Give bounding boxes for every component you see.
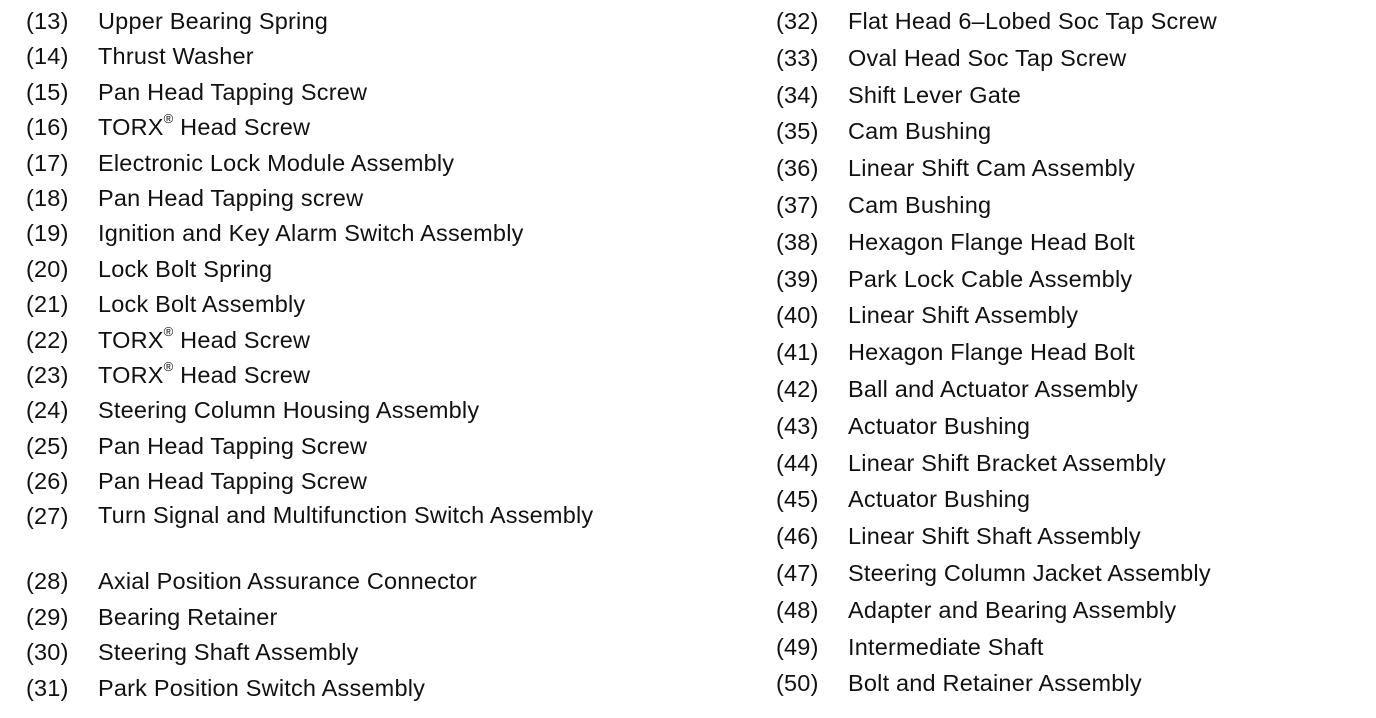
item-label: Axial Position Assurance Connector xyxy=(98,568,478,595)
item-number: (21) xyxy=(26,291,69,318)
item-label xyxy=(98,112,726,142)
list-item xyxy=(26,77,726,112)
list-item xyxy=(776,411,1366,448)
item-label-rest: Head Screw xyxy=(173,114,311,141)
item-label: Linear Shift Assembly xyxy=(848,302,1079,329)
item-label: Cam Bushing xyxy=(848,191,992,218)
list-item xyxy=(776,264,1366,301)
item-label: Ignition and Key Alarm Switch Assembly xyxy=(98,220,524,247)
item-label: Linear Shift Shaft Assembly xyxy=(848,523,1141,550)
item-number: (25) xyxy=(26,432,69,459)
item-label: Ball and Actuator Assembly xyxy=(848,375,1138,402)
list-item xyxy=(26,395,726,430)
item-number: (24) xyxy=(26,397,69,424)
list-item xyxy=(776,6,1366,43)
item-label: Adapter and Bearing Assembly xyxy=(848,596,1177,623)
item-label xyxy=(98,360,726,390)
item-label: Electronic Lock Module Assembly xyxy=(98,149,455,176)
list-item xyxy=(26,466,726,501)
list-item xyxy=(776,337,1366,374)
list-item xyxy=(776,153,1366,190)
list-item xyxy=(26,566,726,601)
list-item xyxy=(26,112,726,147)
item-label: Oval Head Soc Tap Screw xyxy=(848,44,1127,71)
list-item xyxy=(776,632,1366,669)
list-item xyxy=(26,41,726,76)
item-label: Bearing Retainer xyxy=(98,603,278,630)
list-item xyxy=(776,595,1366,632)
item-number: (50) xyxy=(776,670,819,697)
item-label: Pan Head Tapping screw xyxy=(98,184,364,211)
item-label: Bolt and Retainer Assembly xyxy=(848,670,1142,697)
list-item xyxy=(26,183,726,218)
item-number: (49) xyxy=(776,633,819,660)
item-number: (39) xyxy=(776,265,819,292)
item-number: (33) xyxy=(776,44,819,71)
item-label: Actuator Bushing xyxy=(848,412,1031,439)
item-number: (32) xyxy=(776,8,819,34)
brand-name: TORX xyxy=(98,361,164,388)
item-label: Hexagon Flange Head Bolt xyxy=(848,228,1135,255)
item-number: (46) xyxy=(776,523,819,550)
list-item xyxy=(776,227,1366,264)
list-item xyxy=(26,673,726,708)
item-label: Hexagon Flange Head Bolt xyxy=(848,339,1135,366)
list-item xyxy=(26,289,726,324)
item-label: Shift Lever Gate xyxy=(848,81,1022,108)
item-number: (36) xyxy=(776,155,819,182)
item-label: Upper Bearing Spring xyxy=(98,8,328,34)
list-item xyxy=(776,484,1366,521)
item-label: Intermediate Shaft xyxy=(848,633,1044,660)
item-number: (23) xyxy=(26,361,69,388)
item-number: (38) xyxy=(776,228,819,255)
list-item xyxy=(776,521,1366,558)
item-number: (29) xyxy=(26,603,69,630)
item-label xyxy=(98,325,726,355)
list-item xyxy=(26,218,726,253)
item-label-rest: Head Screw xyxy=(173,361,311,388)
list-item xyxy=(26,148,726,183)
item-number: (40) xyxy=(776,302,819,329)
item-label: Flat Head 6–Lobed Soc Tap Screw xyxy=(848,8,1217,34)
list-item xyxy=(26,501,726,566)
item-number: (42) xyxy=(776,375,819,402)
item-number: (44) xyxy=(776,449,819,476)
list-item xyxy=(776,43,1366,80)
list-item xyxy=(776,668,1366,705)
item-label: Turn Signal and Multifunction Switch Assembly xyxy=(98,502,594,529)
item-number: (26) xyxy=(26,468,69,495)
item-label: Cam Bushing xyxy=(848,118,992,145)
item-number: (43) xyxy=(776,412,819,439)
item-number: (13) xyxy=(26,8,69,34)
item-number: (48) xyxy=(776,596,819,623)
item-label: Linear Shift Cam Assembly xyxy=(848,155,1136,182)
item-number: (28) xyxy=(26,568,69,595)
item-label: Pan Head Tapping Screw xyxy=(98,78,368,105)
item-label-rest: Head Screw xyxy=(173,326,311,353)
item-label: Linear Shift Bracket Assembly xyxy=(848,449,1166,476)
item-label: Actuator Bushing xyxy=(848,486,1031,513)
list-item xyxy=(26,431,726,466)
parts-list-right-column xyxy=(776,6,1366,705)
item-label: Park Lock Cable Assembly xyxy=(848,265,1133,292)
registered-mark: ® xyxy=(163,359,174,375)
item-number: (31) xyxy=(26,674,69,701)
item-number: (27) xyxy=(26,503,69,530)
item-number: (37) xyxy=(776,191,819,218)
item-label: Steering Shaft Assembly xyxy=(98,639,359,666)
list-item xyxy=(26,637,726,672)
item-number: (17) xyxy=(26,149,69,176)
list-item xyxy=(776,558,1366,595)
item-label: Pan Head Tapping Screw xyxy=(98,468,368,495)
list-item xyxy=(776,300,1366,337)
registered-mark: ® xyxy=(163,111,174,127)
item-number: (19) xyxy=(26,220,69,247)
list-item xyxy=(776,448,1366,485)
item-number: (18) xyxy=(26,184,69,211)
item-number: (22) xyxy=(26,326,69,353)
item-number: (20) xyxy=(26,255,69,282)
item-label: Lock Bolt Spring xyxy=(98,255,273,282)
item-label: Lock Bolt Assembly xyxy=(98,291,306,318)
item-label: Park Position Switch Assembly xyxy=(98,674,426,701)
item-number: (30) xyxy=(26,639,69,666)
item-number: (47) xyxy=(776,559,819,586)
item-number: (14) xyxy=(26,43,69,70)
item-number: (45) xyxy=(776,486,819,513)
item-label: Steering Column Jacket Assembly xyxy=(848,559,1211,586)
item-number: (34) xyxy=(776,81,819,108)
item-label: Thrust Washer xyxy=(98,43,254,70)
item-label: Pan Head Tapping Screw xyxy=(98,432,368,459)
registered-mark: ® xyxy=(163,323,174,339)
list-item xyxy=(26,6,726,41)
list-item xyxy=(26,325,726,360)
list-item xyxy=(776,116,1366,153)
item-label: Steering Column Housing Assembly xyxy=(98,397,480,424)
list-item xyxy=(26,602,726,637)
item-number: (15) xyxy=(26,78,69,105)
list-item xyxy=(26,254,726,289)
list-item xyxy=(776,80,1366,117)
brand-name: TORX xyxy=(98,326,164,353)
list-item xyxy=(776,190,1366,227)
item-number: (16) xyxy=(26,114,69,141)
list-item xyxy=(776,374,1366,411)
list-item xyxy=(26,360,726,395)
parts-list-left-column xyxy=(26,6,726,708)
brand-name: TORX xyxy=(98,114,164,141)
item-number: (41) xyxy=(776,339,819,366)
item-number: (35) xyxy=(776,118,819,145)
